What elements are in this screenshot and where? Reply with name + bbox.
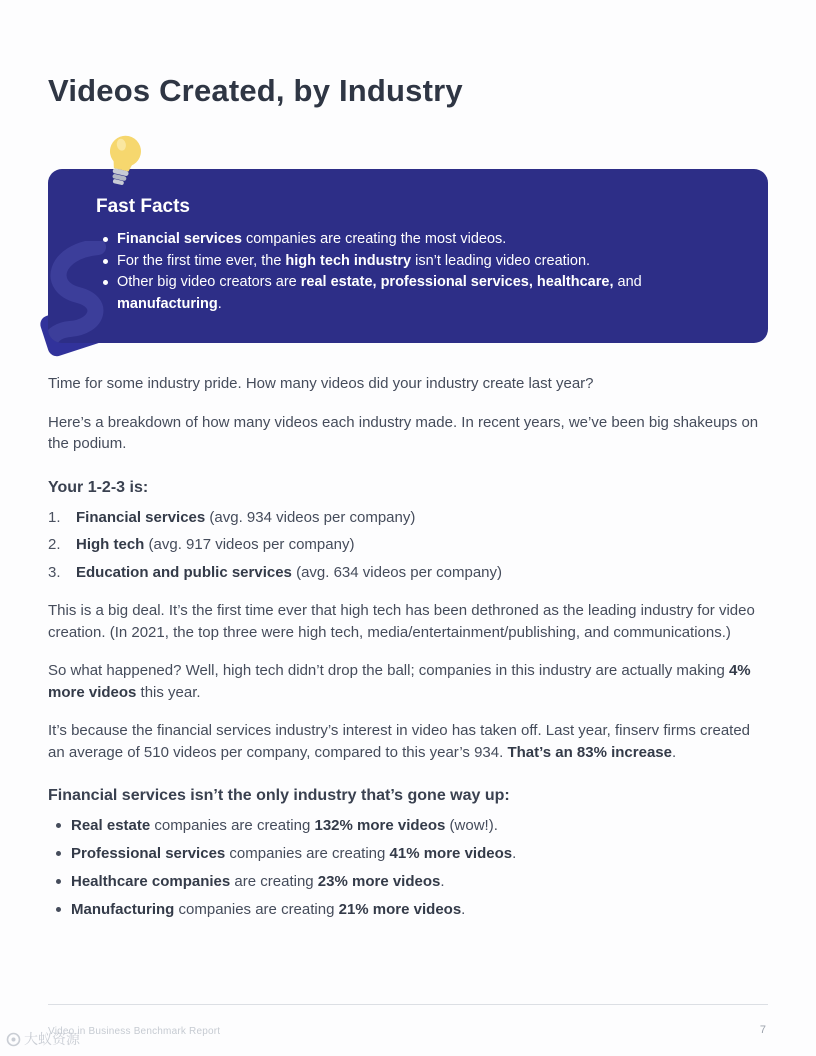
footer-report-name: Video in Business Benchmark Report — [48, 1026, 221, 1037]
bullet-dot-icon — [56, 907, 61, 912]
ranking-item — [48, 562, 768, 584]
ranking-number: 3. — [48, 563, 61, 581]
fast-facts-item-text: For the first time ever, the high tech industry isn’t leading video creation. — [117, 252, 591, 269]
page-title: Videos Created, by Industry — [48, 73, 463, 108]
growth-item — [56, 843, 768, 865]
footer-page-number: 7 — [759, 1024, 766, 1036]
ranking-item — [48, 534, 768, 556]
fast-facts-item — [103, 272, 720, 315]
watermark-logo-icon — [6, 1032, 21, 1047]
growth-item — [56, 815, 768, 837]
growth-item-text: Real estate companies are creating 132% more videos (wow!). — [71, 817, 498, 834]
fast-facts-callout-wrap — [48, 169, 768, 343]
intro-paragraph: Time for some industry pride. How many videos did your industry create last year? — [48, 375, 594, 392]
growth-heading: Financial services isn’t the only industry that’s gone way up: — [48, 787, 510, 804]
fast-facts-item-text: Other big video creators are real estate, professional services, healthcare, and manufacturing. — [117, 274, 642, 312]
ranking-list — [48, 507, 768, 584]
fast-facts-callout — [48, 169, 768, 343]
fast-facts-item — [103, 229, 720, 251]
bullet-dot-icon — [103, 237, 108, 242]
growth-list — [48, 815, 768, 921]
ranking-heading: Your 1-2-3 is: — [48, 478, 149, 496]
growth-item-text: Manufacturing companies are creating 21% more videos. — [71, 901, 466, 918]
bullet-dot-icon — [56, 851, 61, 856]
bullet-dot-icon — [103, 259, 108, 264]
fast-facts-item — [103, 251, 720, 273]
ranking-item-text: Financial services (avg. 934 videos per company) — [76, 508, 416, 526]
growth-item-text: Healthcare companies are creating 23% more videos. — [71, 873, 445, 890]
breakdown-paragraph: Here’s a breakdown of how many videos each industry made. In recent years, we’ve been big shakeups on the podium. — [48, 413, 759, 452]
fast-facts-list — [96, 229, 720, 315]
ranking-number: 2. — [48, 536, 61, 553]
ranking-number: 1. — [48, 508, 61, 526]
footer-divider — [48, 1004, 768, 1005]
growth-item-text: Professional services companies are creating 41% more videos. — [71, 845, 517, 862]
watermark — [6, 1029, 80, 1049]
fast-facts-item-text: Financial services companies are creating the most videos. — [117, 231, 507, 247]
watermark-text: 大蚁资源 — [24, 1031, 80, 1047]
growth-item — [56, 871, 768, 893]
high-tech-paragraph: So what happened? Well, high tech didn’t drop the ball; companies in this industry are actually making 4% more videos this year. — [48, 662, 751, 701]
bullet-dot-icon — [56, 879, 61, 884]
ranking-item-text: High tech (avg. 917 videos per company) — [76, 536, 355, 553]
bullet-dot-icon — [56, 823, 61, 828]
ranking-item-text: Education and public services (avg. 634 videos per company) — [76, 563, 503, 581]
bullet-dot-icon — [103, 280, 108, 285]
fast-facts-heading: Fast Facts — [96, 196, 190, 217]
growth-item — [56, 899, 768, 921]
finserv-paragraph: It’s because the financial services industry’s interest in video has taken off. Last year, finserv firms created an average of 510 videos per company, compared to this year’s 934. That’s an 83% increase. — [48, 722, 751, 761]
ranking-item — [48, 507, 768, 529]
dethroned-paragraph: This is a big deal. It’s the first time ever that high tech has been dethroned as the leading industry for video creation. (In 2021, the top three were high tech, media/entertainment/publishing, and communications.) — [48, 602, 755, 641]
